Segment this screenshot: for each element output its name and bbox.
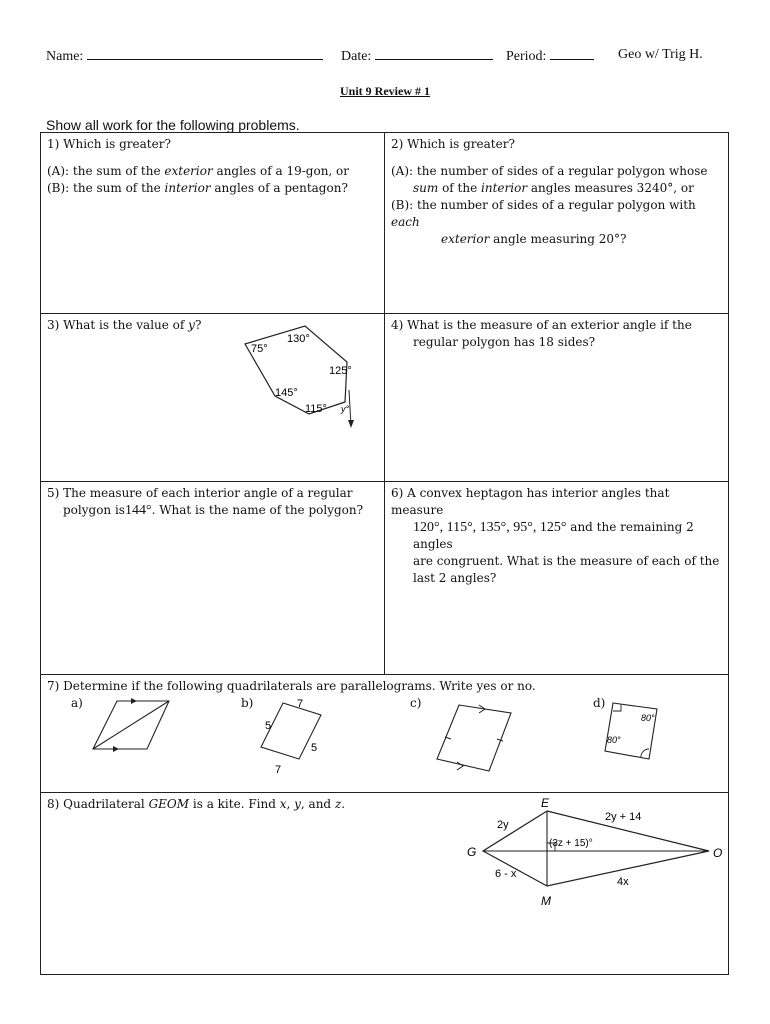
label-6-minus-x: 6 - x bbox=[495, 868, 517, 880]
problem-6-line-1: 6) A convex heptagon has interior angles that measure bbox=[391, 486, 670, 517]
angle-label-145: 145° bbox=[275, 387, 298, 399]
label-3z-plus-15: (3z + 15)° bbox=[549, 838, 593, 849]
quadrilateral-a bbox=[87, 697, 177, 753]
vertex-o: O bbox=[713, 846, 723, 860]
problem-4-line-1: 4) What is the measure of an exterior angle if the bbox=[391, 318, 692, 332]
side-label-right: 5 bbox=[311, 742, 318, 754]
label-2y: 2y bbox=[497, 819, 509, 831]
problem-6 bbox=[385, 482, 728, 675]
problem-7 bbox=[41, 675, 728, 793]
problem-2-option-a-cont: sum of the interior angles measures 3240°, or bbox=[413, 181, 694, 195]
problem-1 bbox=[41, 133, 385, 314]
right-angle-icon bbox=[613, 704, 621, 711]
period-blank[interactable] bbox=[550, 47, 594, 60]
problem-5-line-2: polygon is144°. What is the name of the polygon? bbox=[63, 503, 364, 518]
label-2y-plus-14: 2y + 14 bbox=[605, 811, 642, 823]
parallel-arrow-icon bbox=[131, 698, 137, 704]
problem-8 bbox=[41, 793, 728, 974]
side-label-bottom: 7 bbox=[275, 764, 282, 775]
name-label: Name: bbox=[46, 49, 84, 64]
angle-label-130: 130° bbox=[287, 333, 310, 345]
problem-2-option-a: (A): the number of sides of a regular polygon whose bbox=[391, 164, 708, 178]
quadrilateral-c bbox=[433, 701, 533, 773]
problems-grid bbox=[40, 132, 729, 975]
problem-5 bbox=[41, 482, 385, 675]
page-title: Unit 9 Review # 1 bbox=[340, 84, 430, 98]
problem-1-option-a: (A): the sum of the exterior angles of a 19-gon, or bbox=[47, 164, 350, 178]
name-blank[interactable] bbox=[87, 47, 323, 60]
angle-label-115: 115° bbox=[305, 403, 327, 415]
problem-4 bbox=[385, 314, 728, 482]
problem-3-question: 3) What is the value of y? bbox=[47, 318, 202, 332]
quadrilateral-b bbox=[259, 699, 349, 775]
angle-arc bbox=[641, 749, 649, 758]
parallel-arrow-icon bbox=[113, 746, 119, 752]
problem-2-option-b: (B): the number of sides of a regular polygon with each bbox=[391, 198, 696, 229]
vertex-g: G bbox=[467, 845, 477, 859]
date-field bbox=[341, 47, 493, 65]
date-blank[interactable] bbox=[375, 47, 493, 60]
angle-label-75: 75° bbox=[251, 343, 268, 355]
date-label: Date: bbox=[341, 49, 372, 64]
kite-shape bbox=[483, 811, 709, 886]
problem-7-question: 7) Determine if the following quadrilaterals are parallelograms. Write yes or no. bbox=[47, 679, 536, 693]
problem-2 bbox=[385, 133, 728, 314]
side-label-top: 7 bbox=[297, 699, 304, 710]
problem-2-question: 2) Which is greater? bbox=[391, 137, 515, 151]
vertex-e: E bbox=[541, 796, 550, 810]
arrow-head bbox=[348, 420, 354, 428]
kite-figure bbox=[461, 793, 731, 913]
period-label: Period: bbox=[506, 49, 547, 64]
problem-1-question: 1) Which is greater? bbox=[47, 137, 171, 151]
name-field bbox=[46, 47, 323, 65]
problem-7-label-b: b) bbox=[241, 696, 254, 710]
instructions: Show all work for the following problems. bbox=[46, 117, 300, 133]
angle-label-125: 125° bbox=[329, 365, 352, 377]
problem-5-line-1: 5) The measure of each interior angle of a regular bbox=[47, 486, 353, 500]
problem-8-question: 8) Quadrilateral GEOM is a kite. Find x, y, and z. bbox=[47, 797, 346, 811]
problem-6-line-4: last 2 angles? bbox=[413, 571, 497, 585]
vertex-m: M bbox=[541, 894, 551, 908]
period-field bbox=[506, 47, 594, 65]
problem-7-label-c: c) bbox=[410, 696, 422, 710]
problem-2-option-b-cont: exterior angle measuring 20°? bbox=[441, 232, 627, 246]
pentagon-figure bbox=[239, 322, 359, 434]
problem-6-line-3: are congruent. What is the measure of each of the bbox=[413, 554, 720, 568]
problem-1-option-b: (B): the sum of the interior angles of a pentagon? bbox=[47, 181, 348, 195]
problem-4-line-2: regular polygon has 18 sides? bbox=[413, 335, 596, 349]
angle-label-top: 80° bbox=[641, 713, 655, 723]
side-label-left: 5 bbox=[265, 720, 272, 732]
problem-7-label-d: d) bbox=[593, 696, 606, 710]
course-name: Geo w/ Trig H. bbox=[618, 47, 703, 62]
parallel-arrow-icon bbox=[457, 762, 463, 770]
problem-3 bbox=[41, 314, 385, 482]
angle-label-bottom: 80° bbox=[607, 735, 621, 745]
quadrilateral-d bbox=[601, 699, 671, 765]
problem-6-line-2: 120°, 115°, 135°, 95°, 125° and the remaining 2 angles bbox=[413, 520, 694, 551]
angle-label-y: y° bbox=[341, 404, 350, 414]
problem-7-label-a: a) bbox=[71, 696, 83, 710]
label-4x: 4x bbox=[617, 876, 629, 888]
